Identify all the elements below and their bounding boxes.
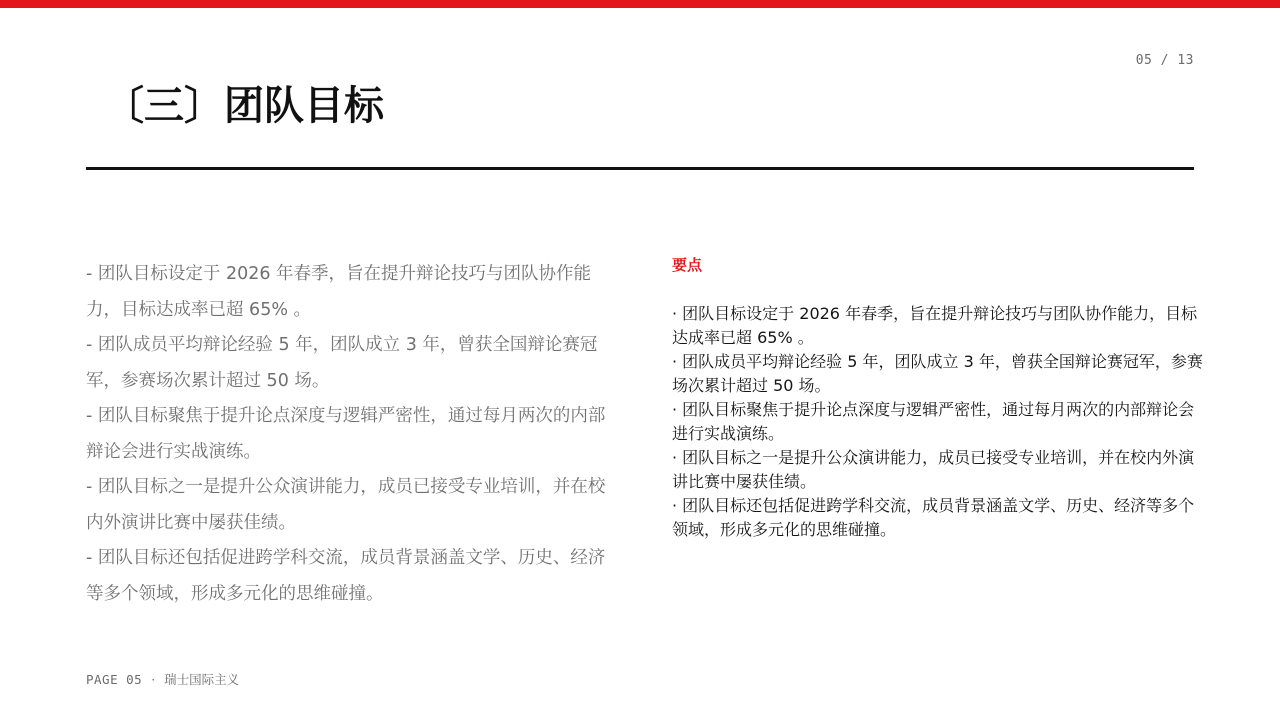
list-item: - 团队目标之一是提升公众演讲能力，成员已接受专业培训，并在校内外演讲比赛中屡获佳绩。: [86, 477, 606, 533]
list-item: - 团队目标还包括促进跨学科交流，成员背景涵盖文学、历史、经济等多个领域，形成多元化的思维碰撞。: [86, 548, 606, 604]
list-item: - 团队目标聚焦于提升论点深度与逻辑严密性，通过每月两次的内部辩论会进行实战演练。: [86, 406, 606, 462]
footer-brand: 瑞士国际主义: [164, 672, 240, 687]
page-footer: [86, 670, 239, 688]
key-point-item: · 团队成员平均辩论经验 5 年，团队成立 3 年，曾获全国辩论赛冠军，参赛场次累计超过 50 场。: [672, 352, 1203, 395]
key-point-item: · 团队目标还包括促进跨学科交流，成员背景涵盖文学、历史、经济等多个领域，形成多元化的思维碰撞。: [672, 496, 1195, 539]
title-divider: [86, 167, 1194, 170]
list-item: - 团队目标设定于 2026 年春季，旨在提升辩论技巧与团队协作能力，目标达成率已超 65% 。: [86, 264, 592, 320]
page-counter: 05 / 13: [1135, 53, 1194, 68]
key-point-item: · 团队目标之一是提升公众演讲能力，成员已接受专业培训，并在校内外演讲比赛中屡获佳绩。: [672, 448, 1195, 491]
key-point-item: · 团队目标聚焦于提升论点深度与逻辑严密性，通过每月两次的内部辩论会进行实战演练。: [672, 400, 1195, 443]
key-points-heading: 要点: [672, 256, 703, 274]
top-accent-bar: [0, 0, 1280, 8]
body-text-list: [86, 257, 614, 612]
key-points-panel: [672, 254, 1204, 542]
page-title: 〔三〕团队目标: [104, 83, 384, 129]
key-point-item: · 团队目标设定于 2026 年春季，旨在提升辩论技巧与团队协作能力，目标达成率已超 65% 。: [672, 304, 1198, 347]
list-item: - 团队成员平均辩论经验 5 年，团队成立 3 年，曾获全国辩论赛冠军，参赛场次累计超过 50 场。: [86, 335, 598, 391]
footer-page-label: PAGE 05: [86, 672, 143, 687]
footer-separator: ·: [151, 672, 156, 687]
